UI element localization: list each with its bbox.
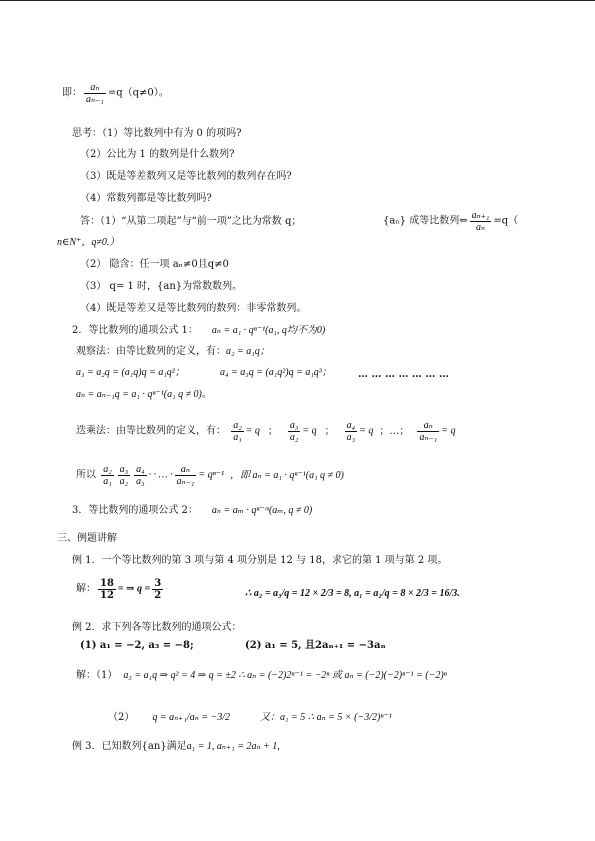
iter-fraction-2: $\frac{\text{a₃}}{\text{a₂}}$: [289, 420, 299, 443]
part-3-heading: 三、例题讲解: [57, 533, 117, 544]
example-2-solution-1: 解：（1） a₃ = a₁q ⇒ q² = 4 ⇒ q = ±2 ∴ aₙ = (−2)2ⁿ⁻¹ = −2ⁿ 或 aₙ = (−2)(−2)ⁿ⁻¹ = (−2)ⁿ: [76, 670, 447, 681]
answer-2: （2） 隐含：任一项 aₙ≠0且q≠0: [80, 259, 229, 270]
iter-fraction-1: $\frac{\text{a₂}}{\text{a₁}}$: [233, 420, 242, 443]
answer-3: （3） q= 1 时，{an}为常数数列。: [80, 281, 243, 292]
observation-step-a3: a₃ = a₂q = (a₁q)q = a₁q²；: [76, 367, 185, 378]
iteration-method: 迭乘法：由等比数列的定义，有： $\frac{\text{a₂}}{\text{a₁}}$ = q ； $\frac{\text{a₃}}{\text{a₂}}$ = q ； $\frac{\text{a₄}}{\text{a₃}}$ = q ；…； $\frac{\text{aₙ}}{\text{aₙ₋₁}}$ = q: [76, 420, 456, 443]
ratio-rest: =q（q≠0）。: [107, 87, 169, 99]
example-2: 例 2．求下列各等比数列的通项公式：: [72, 622, 242, 633]
answer-1-fraction: $\frac{\text{aₙ₊₁}}{\text{aₙ}}$: [471, 210, 490, 233]
example-1-solution: 解： $\frac{18}{12}$ = ⇒ q = $\frac{3}{2}$: [76, 578, 162, 601]
page-top-rule: [0, 0, 595, 1]
answer-1-equivalence: {aₙ} 成等比数列⇔ $\frac{\text{aₙ₊₁}}{\text{aₙ}}$ =q（: [383, 210, 519, 233]
example-1: 例 1．一个等比数列的第 3 项与第 4 项分别是 12 与 18，求它的第 1 项与第 2 项。: [72, 555, 448, 566]
answer-1: 答：（1）“从第二项起”与“前一项”之比为常数 q；: [80, 216, 302, 227]
general-term-formula-2: aₙ = aₘ · qⁿ⁻ᵐ(aₘ, q ≠ 0): [211, 505, 313, 516]
example-2-solution-2: （2） q = aₙ₊₁/aₙ = −3/2 又：a₁ = 5 ∴ aₙ = 5 × (−3/2)ⁿ⁻¹: [108, 712, 392, 723]
section-3-heading: 3．等比数列的通项公式 2： aₙ = aₘ · qⁿ⁻ᵐ(aₘ, q ≠ 0): [72, 505, 313, 516]
example-3: 例 3．已知数列{an}满足a₁ = 1, aₙ₊₁ = 2aₙ + 1,: [72, 741, 280, 752]
observation-method: 观察法：由等比数列的定义，有：a₂ = a₁q；: [76, 346, 270, 357]
answer-1-condition: n∈N⁺，q≠0.）: [57, 237, 120, 248]
section-2-heading: 2．等比数列的通项公式 1： aₙ = a₁ · qⁿ⁻¹(a₁, q均不为0): [72, 325, 326, 336]
observation-dots: … … … … … … …: [358, 369, 449, 380]
ratio-definition: [62, 82, 169, 105]
think-question-4: （4）常数列都是等比数列吗?: [80, 193, 212, 204]
example-2-part-1: (1) a₁ = −2, a₃ = −8;: [80, 640, 194, 651]
therefore-product: 所以 $\frac{\text{a₂}}{\text{a₁}}$ $\frac{\text{a₃}}{\text{a₂}}$ $\frac{\text{a₄}}{\text{a₃}}$ · · … · $\frac{\text{aₙ}}{\text{aₙ₋₁}}$ = qⁿ⁻¹ ，即 aₙ = a₁ · qⁿ⁻¹(a₁ q ≠ 0): [76, 464, 344, 487]
think-question-3: （3）既是等差数列又是等比数列的数列存在吗?: [80, 171, 292, 182]
iter-fraction-4: $\frac{\text{aₙ}}{\text{aₙ₋₁}}$: [419, 420, 438, 443]
observation-result: aₙ = aₙ₋₁q = a₁ · qⁿ⁻¹(a₁ q ≠ 0)。: [76, 389, 212, 400]
general-term-formula-1: aₙ = a₁ · qⁿ⁻¹(a₁, q均不为0): [211, 325, 326, 336]
iter-fraction-3: $\frac{\text{a₄}}{\text{a₃}}$: [346, 420, 356, 443]
example-1-result: ∴ a₂ = a₃/q = 12 × 2/3 = 8, a₁ = a₂/q = 8 × 2/3 = 16/3.: [245, 588, 460, 599]
ex1-fraction-1: $\frac{18}{12}$: [100, 578, 114, 601]
observation-step-a4: a₄ = a₃q = (a₁q²)q = a₁q³；: [220, 367, 332, 378]
ex1-fraction-3: $\frac{3}{2}$: [154, 578, 162, 601]
ratio-fraction: $\frac{\text{aₙ}}{\text{aₙ₋₁}}$: [86, 82, 104, 105]
think-question-1: 思考：（1）等比数列中有为 0 的项吗?: [72, 128, 242, 139]
example-2-part-2: (2) a₁ = 5, 且2aₙ₊₁ = −3aₙ: [245, 640, 386, 651]
prefix-ji: 即：: [62, 87, 82, 99]
answer-4: （4）既是等差又是等比数列的数列：非零常数列。: [80, 303, 307, 314]
think-question-2: （2）公比为 1 的数列是什么数列?: [80, 149, 235, 160]
